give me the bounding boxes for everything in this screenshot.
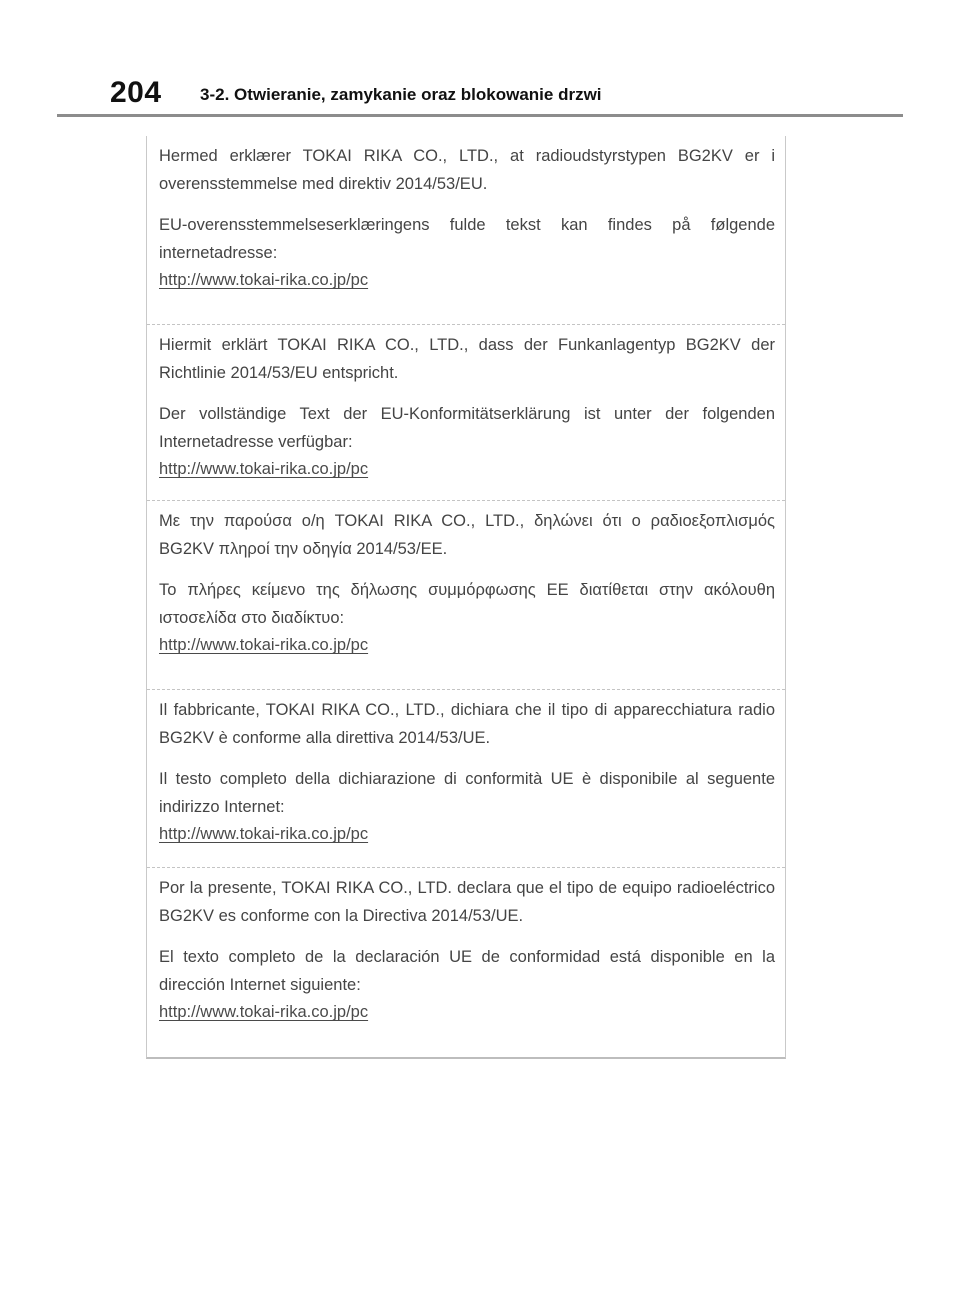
declaration-url-link[interactable]: http://www.tokai-rika.co.jp/pc <box>159 825 369 843</box>
declaration-statement: Με την παρούσα ο/η TOKAI RIKA CO., LTD., δηλώνει ότι ο ραδιοεξοπλισμός BG2KV πληροί την οδηγία 2014/53/ΕΕ. <box>159 512 775 558</box>
declaration-url-link[interactable]: http://www.tokai-rika.co.jp/pc <box>159 1003 369 1021</box>
declaration-full-text-notice: Der vollständige Text der EU-Konformitätserklärung ist unter der folgenden Internetadresse verfügbar: <box>159 405 775 451</box>
page-header <box>57 76 903 117</box>
declaration-italian <box>147 690 785 868</box>
section-title: 3-2. Otwieranie, zamykanie oraz blokowanie drzwi <box>200 85 602 104</box>
declaration-full-text-notice: El texto completo de la declaración UE de conformidad está disponible en la dirección Internet siguiente: <box>159 948 775 994</box>
page-number: 204 <box>110 76 162 109</box>
declaration-spanish <box>147 868 785 1057</box>
declaration-url-link[interactable]: http://www.tokai-rika.co.jp/pc <box>159 271 369 289</box>
declaration-full-text-notice: Το πλήρες κείμενο της δήλωσης συμμόρφωσης ΕΕ διατίθεται στην ακόλουθη ιστοσελίδα στο διαδίκτυο: <box>159 581 775 627</box>
declaration-full-text-notice: Il testo completo della dichiarazione di conformità UE è disponibile al seguente indirizzo Internet: <box>159 770 775 816</box>
declaration-statement: Hermed erklærer TOKAI RIKA CO., LTD., at radioudstyrstypen BG2KV er i overensstemmelse med direktiv 2014/53/EU. <box>159 147 775 193</box>
declaration-statement: Il fabbricante, TOKAI RIKA CO., LTD., dichiara che il tipo di apparecchiatura radio BG2KV è conforme alla direttiva 2014/53/UE. <box>159 701 775 747</box>
declaration-greek <box>147 501 785 690</box>
declaration-statement: Hiermit erklärt TOKAI RIKA CO., LTD., dass der Funkanlagentyp BG2KV der Richtlinie 2014/53/EU entspricht. <box>159 336 775 382</box>
declaration-statement: Por la presente, TOKAI RIKA CO., LTD. declara que el tipo de equipo radioeléctrico BG2KV es conforme con la Directiva 2014/53/UE. <box>159 879 775 925</box>
declaration-danish <box>147 136 785 325</box>
declaration-german <box>147 325 785 501</box>
declaration-table <box>146 136 786 1059</box>
declaration-url-link[interactable]: http://www.tokai-rika.co.jp/pc <box>159 636 369 654</box>
declaration-url-link[interactable]: http://www.tokai-rika.co.jp/pc <box>159 460 369 478</box>
declaration-full-text-notice: EU-overensstemmelseserklæringens fulde tekst kan findes på følgende internetadresse: <box>159 216 775 262</box>
